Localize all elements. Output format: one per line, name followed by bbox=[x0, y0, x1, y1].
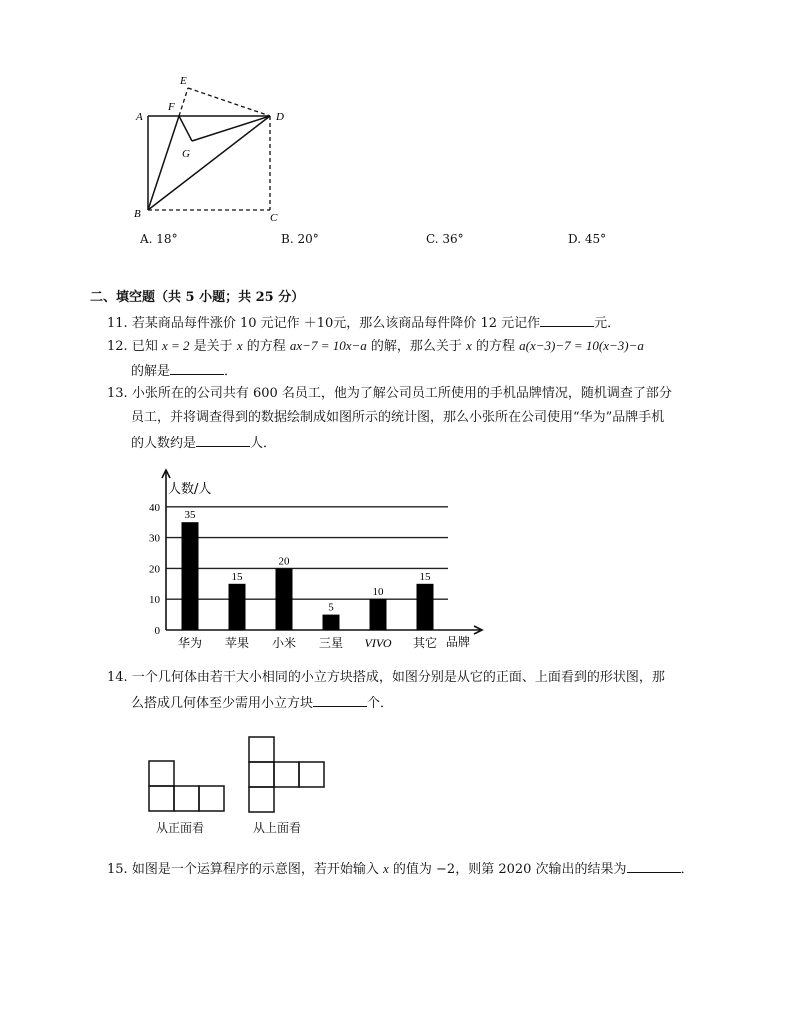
q12-period: ． bbox=[224, 364, 238, 379]
q14-line1: 一个几何体由若干大小相同的小立方块搭成，如图分别是从它的正面、上面看到的形状图，那 bbox=[131, 670, 665, 685]
choice-b: B. 20° bbox=[281, 232, 319, 246]
q14-answer-blank[interactable] bbox=[313, 692, 367, 707]
label-D: D bbox=[276, 111, 284, 123]
label-B: B bbox=[134, 208, 141, 220]
bar-value-label-3: 20 bbox=[278, 555, 290, 568]
q15-text-a: 如图是一个运算程序的示意图，若开始输入 bbox=[131, 862, 379, 877]
question-13 bbox=[107, 384, 672, 404]
bar-chart bbox=[140, 462, 490, 658]
q15-number: 15. bbox=[107, 862, 128, 877]
q13-line2: 员工，并将调查得到的数据绘制成如图所示的统计图，那么小张所在公司使用“华为”品牌手机 bbox=[131, 410, 665, 425]
q15-period: ． bbox=[680, 862, 694, 877]
q13-text-line3: 的人数约是 bbox=[131, 436, 197, 451]
x-tick-label-4: 三星 bbox=[318, 636, 344, 650]
top-view-label: 从上面看 bbox=[253, 821, 302, 835]
x-tick-label-2: 苹果 bbox=[224, 636, 250, 650]
bar-2 bbox=[229, 584, 246, 630]
y-tick-label-0: 0 bbox=[154, 625, 160, 637]
q15-math-x: x bbox=[382, 861, 389, 876]
x-tick-label-1: 华为 bbox=[177, 636, 203, 650]
bar-3 bbox=[276, 568, 293, 630]
x-tick-label-3: 小米 bbox=[271, 636, 297, 650]
q12-text-d: 的解，那么关于 bbox=[370, 339, 462, 354]
bar-1 bbox=[182, 522, 199, 630]
y-tick-label-40: 40 bbox=[149, 501, 160, 514]
q12-text-e: 的方程 bbox=[475, 339, 515, 354]
question-11 bbox=[107, 312, 620, 334]
choice-c: C. 36° bbox=[426, 232, 464, 246]
q11-unit: 元． bbox=[594, 316, 621, 331]
q12-text-a: 已知 bbox=[131, 339, 158, 354]
q14-text-line2: 么搭成几何体至少需用小立方块 bbox=[131, 696, 314, 711]
q13-unit: 人． bbox=[250, 436, 277, 451]
q11-answer-blank[interactable] bbox=[540, 312, 594, 327]
x-tick-label-5: VIVO bbox=[364, 636, 392, 650]
x-tick-label-6: 其它 bbox=[412, 636, 438, 650]
q12-equation-2: a(x−3)−7 = 10(x−3)−a bbox=[519, 338, 644, 353]
q15-answer-blank[interactable] bbox=[627, 858, 681, 873]
section-title: 二、填空题（共 5 小题；共 25 分） bbox=[90, 290, 305, 305]
q12-text-b: 是关于 bbox=[193, 339, 233, 354]
bar-5 bbox=[370, 599, 387, 630]
q15-text-b: 的值为 −2，则第 2020 次输出的结果为 bbox=[392, 862, 627, 877]
q14-line2 bbox=[131, 692, 393, 714]
q13-line3 bbox=[131, 432, 276, 454]
question-12-line2 bbox=[131, 360, 237, 382]
y-tick-label-20: 20 bbox=[149, 563, 160, 576]
label-G: G bbox=[182, 148, 190, 160]
x-axis-label: 品牌 bbox=[446, 635, 471, 649]
front-view-figure bbox=[148, 758, 228, 814]
label-C: C bbox=[270, 212, 278, 224]
geometry-figure bbox=[130, 70, 300, 230]
q14-number: 14. bbox=[107, 670, 128, 685]
bar-4 bbox=[323, 615, 340, 630]
q11-text: 若某商品每件涨价 10 元记作 ＋10元，那么该商品每件降价 12 元记作 bbox=[131, 316, 541, 331]
bar-value-label-2: 15 bbox=[231, 570, 243, 583]
q12-number: 12. bbox=[107, 339, 128, 354]
bar-value-label-4: 5 bbox=[328, 601, 334, 614]
choice-a: A. 18° bbox=[140, 232, 178, 246]
question-12 bbox=[107, 336, 644, 357]
y-tick-label-30: 30 bbox=[149, 532, 160, 545]
q12-text-c: 的方程 bbox=[246, 339, 286, 354]
q12-math-x2: x bbox=[466, 338, 472, 353]
question-15 bbox=[107, 858, 694, 880]
q12-equation-1: ax−7 = 10x−a bbox=[289, 338, 367, 353]
bar-value-label-6: 15 bbox=[419, 570, 431, 583]
y-axis-label: 人数/人 bbox=[168, 482, 212, 497]
bar-value-label-1: 35 bbox=[184, 509, 196, 522]
q12-text-line2: 的解是 bbox=[131, 364, 171, 379]
q11-number: 11. bbox=[107, 316, 128, 331]
label-E: E bbox=[180, 75, 187, 87]
q13-number: 13. bbox=[107, 386, 128, 401]
bar-value-label-5: 10 bbox=[372, 586, 384, 599]
front-view-label: 从正面看 bbox=[156, 821, 205, 835]
question-14 bbox=[107, 668, 665, 688]
choice-d: D. 45° bbox=[568, 232, 607, 246]
y-tick-label-10: 10 bbox=[149, 594, 160, 607]
q14-unit: 个． bbox=[367, 696, 394, 711]
q13-answer-blank[interactable] bbox=[196, 432, 250, 447]
bar-6 bbox=[417, 584, 434, 630]
q12-math-x: x bbox=[236, 338, 243, 353]
q12-answer-blank[interactable] bbox=[170, 360, 224, 375]
label-F: F bbox=[168, 101, 175, 113]
q13-line1: 小张所在的公司共有 600 名员工，他为了解公司员工所使用的手机品牌情况，随机调查了部分 bbox=[131, 386, 672, 401]
label-A: A bbox=[136, 111, 143, 123]
q12-math-x-eq: x = 2 bbox=[161, 338, 190, 353]
top-view-figure bbox=[247, 734, 327, 814]
